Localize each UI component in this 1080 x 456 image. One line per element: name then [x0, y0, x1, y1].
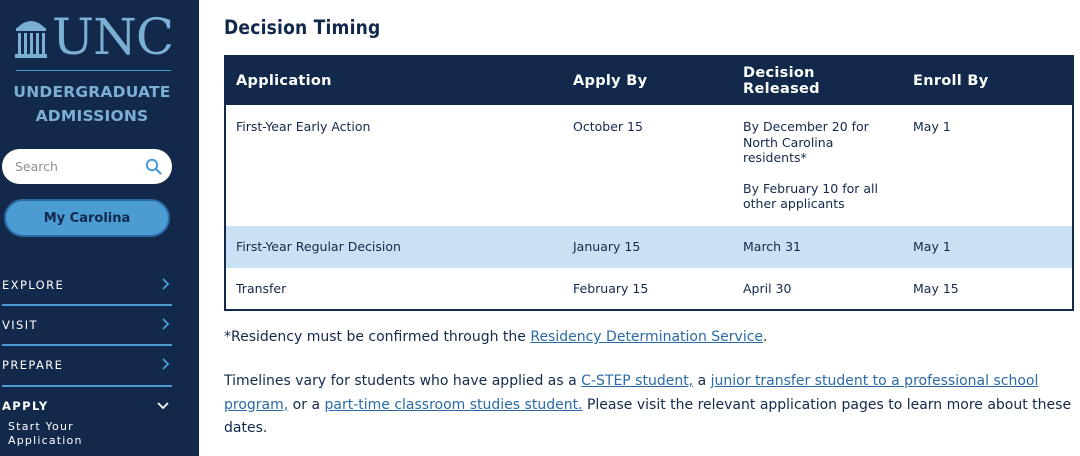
- decision-timing-table: [224, 55, 1074, 311]
- brand-line-2: ADMISSIONS: [35, 107, 149, 125]
- decision-note: By December 20 for North Carolina residents*: [743, 119, 869, 165]
- chevron-right-icon: [160, 357, 170, 371]
- para-text: or a: [288, 396, 325, 413]
- cell-decision-released: [733, 105, 903, 226]
- column-header: Decision Released: [733, 56, 903, 105]
- nav-label: EXPLORE: [2, 278, 65, 292]
- table-row: [225, 226, 1073, 268]
- para-text: a: [693, 373, 711, 389]
- nav-subitem-start-application[interactable]: Start Your Application: [8, 420, 83, 447]
- chevron-down-icon: [156, 401, 170, 411]
- cell-application: First-Year Early Action: [225, 105, 563, 226]
- logo-divider: [16, 70, 171, 71]
- column-header: Application: [225, 56, 563, 105]
- column-header: Enroll By: [903, 56, 1073, 105]
- nav-label: VISIT: [2, 318, 38, 332]
- cell-decision-released: March 31: [733, 226, 903, 268]
- cell-apply-by: October 15: [563, 105, 733, 226]
- nav-item-explore[interactable]: [2, 265, 172, 305]
- nav-item-visit[interactable]: [2, 305, 172, 345]
- cell-apply-by: January 15: [563, 226, 733, 268]
- part-time-studies-link[interactable]: part-time classroom studies student.: [324, 396, 583, 413]
- note-text: *Residency must be confirmed through the: [224, 329, 531, 345]
- page-title: Decision Timing: [224, 16, 381, 39]
- timelines-paragraph: [224, 370, 1074, 441]
- cell-enroll-by: May 1: [903, 105, 1073, 226]
- cell-apply-by: February 15: [563, 268, 733, 310]
- chevron-right-icon: [160, 277, 170, 291]
- old-well-icon: [14, 14, 48, 60]
- sidebar: [0, 0, 199, 456]
- residency-note: [224, 327, 768, 347]
- search-placeholder: Search: [15, 159, 58, 174]
- junior-transfer-link[interactable]: junior transfer student to a professional school program,: [224, 373, 1039, 413]
- cell-application: First-Year Regular Decision: [225, 226, 563, 268]
- residency-determination-link[interactable]: Residency Determination Service: [530, 329, 764, 345]
- logo-wordmark: UNC: [52, 8, 174, 66]
- unc-logo[interactable]: [14, 8, 174, 66]
- search-icon[interactable]: [145, 158, 162, 175]
- table-row: [225, 268, 1073, 310]
- table-row: [225, 105, 1073, 226]
- nav-item-prepare[interactable]: [2, 345, 172, 385]
- column-header: Apply By: [563, 56, 733, 105]
- para-text: Timelines vary for students who have applied as a: [224, 373, 582, 389]
- table-header-row: [225, 56, 1073, 105]
- cell-decision-released: April 30: [733, 268, 903, 310]
- nav-label: PREPARE: [2, 358, 64, 372]
- cell-enroll-by: May 15: [903, 268, 1073, 310]
- brand-title[interactable]: [0, 80, 184, 128]
- decision-note: By February 10 for all other applicants: [743, 180, 878, 211]
- note-text-end: .: [763, 329, 768, 345]
- cell-application: Transfer: [225, 268, 563, 310]
- para-text: Please visit the relevant application pages to learn more about these dates.: [224, 396, 1072, 436]
- search-input[interactable]: [2, 149, 172, 184]
- my-carolina-button[interactable]: My Carolina: [4, 199, 170, 237]
- nav-label: APPLY: [2, 399, 49, 413]
- cell-enroll-by: May 1: [903, 226, 1073, 268]
- brand-line-1: UNDERGRADUATE: [13, 83, 171, 101]
- c-step-link[interactable]: C-STEP student,: [581, 373, 694, 389]
- chevron-right-icon: [160, 317, 170, 331]
